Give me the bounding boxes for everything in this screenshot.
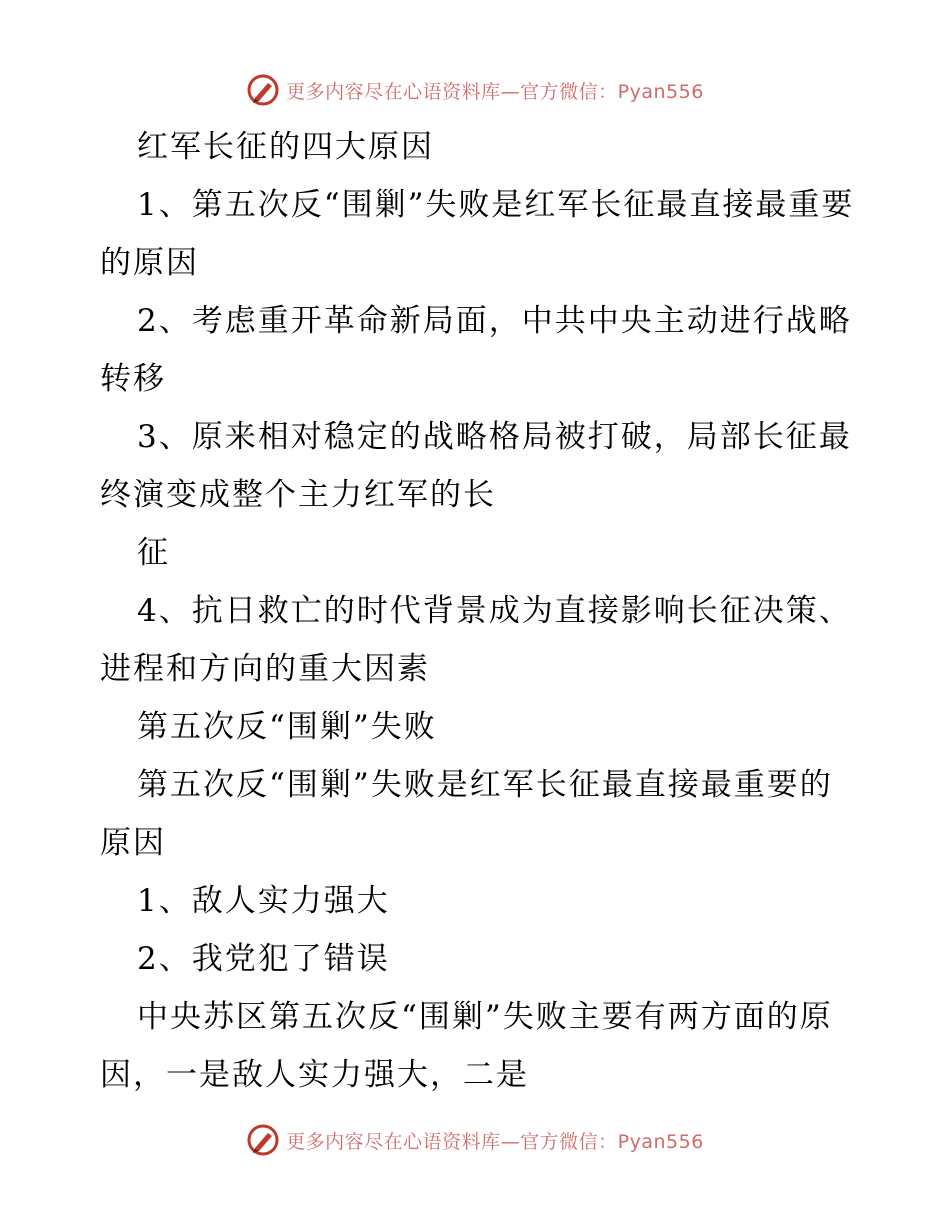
header-banner-text: 更多内容尽在心语资料库—官方微信：Pyan556: [286, 80, 704, 103]
paragraph: 1、敌人实力强大: [137, 883, 390, 919]
paragraph: 第五次反“围剿”失败是红军长征最直接最重要的原因: [100, 767, 833, 861]
paragraph: 中央苏区第五次反“围剿”失败主要有两方面的原因，一是敌人实力强大，二是: [100, 999, 833, 1093]
pen-logo-icon: [246, 1123, 280, 1157]
header-banner: [0, 70, 950, 110]
paragraph: 2、我党犯了错误: [137, 941, 390, 977]
paragraph: 1、第五次反“围剿”失败是红军长征最直接最重要的原因: [100, 187, 855, 281]
paragraph: 4、抗日救亡的时代背景成为直接影响长征决策、进程和方向的重大因素: [100, 593, 852, 687]
document-title: 红军长征的四大原因: [137, 129, 434, 165]
paragraph: 3、原来相对稳定的战略格局被打破，局部长征最终演变成整个主力红军的长: [100, 419, 852, 513]
footer-banner-text: 更多内容尽在心语资料库—官方微信：Pyan556: [286, 1130, 704, 1153]
document-body: [100, 118, 860, 1104]
pen-logo-icon: [246, 73, 280, 107]
paragraph: 征: [137, 535, 170, 571]
footer-banner: [0, 1120, 950, 1160]
paragraph: 2、考虑重开革命新局面，中共中央主动进行战略转移: [100, 303, 852, 397]
section-heading: 第五次反“围剿”失败: [137, 709, 437, 745]
